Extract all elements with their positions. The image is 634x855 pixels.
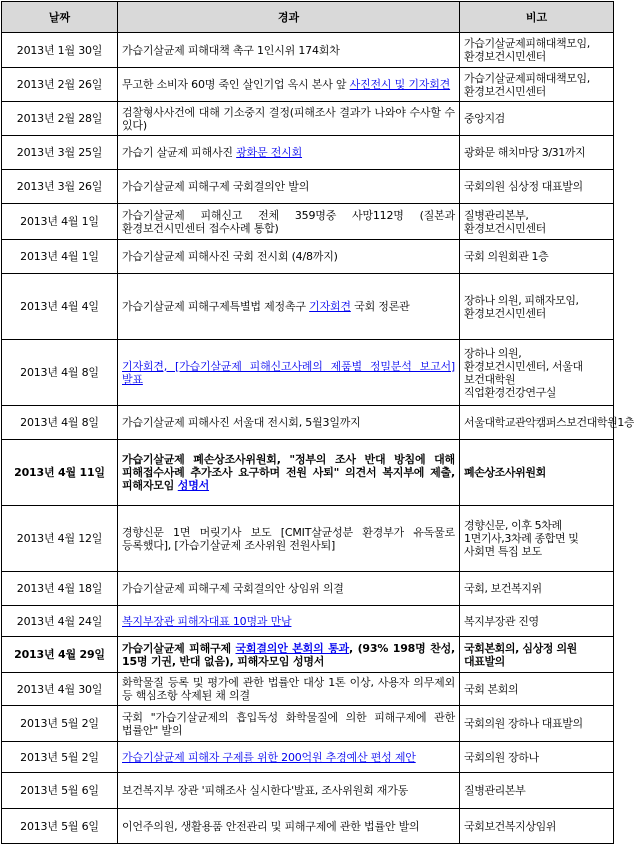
content-text: 국회 "가습기살균제의 흡입독성 화학물질에 의한 피해구제에 관한 법률안" 발의 <box>122 710 455 737</box>
content-link[interactable]: 복지부장관 피해자대표 10명과 만남 <box>122 614 292 628</box>
date-cell: 2013년 5월 2일 <box>2 742 118 773</box>
note-cell: 서울대학교관악캠퍼스보건대학원1층 <box>460 406 614 440</box>
content-cell <box>118 742 460 773</box>
date-cell: 2013년 4월 24일 <box>2 606 118 637</box>
table-row <box>2 204 614 240</box>
table-row <box>2 637 614 673</box>
content-text: 경향신문 1면 머릿기사 보도 [CMIT살균성분 환경부가 유독물로 등록했다], [가습기살균제 조사위원 전원사퇴] <box>122 525 455 552</box>
date-cell: 2013년 4월 1일 <box>2 240 118 274</box>
note-cell: 폐손상조사위원회 <box>460 440 614 506</box>
content-text: 가습기살균제 피해구제 <box>122 641 236 655</box>
header-date: 날짜 <box>2 2 118 33</box>
date-cell: 2013년 4월 11일 <box>2 440 118 506</box>
content-text: 가습기살균제 피해신고 전체 359명중 사망112명 (질본과 환경보건시민센터 접수사례 통합) <box>122 208 455 235</box>
date-cell: 2013년 4월 18일 <box>2 572 118 606</box>
note-cell: 광화문 해치마당 3/31까지 <box>460 136 614 170</box>
content-text: 가습기 살균제 피해사진 <box>122 146 237 159</box>
table-row <box>2 773 614 809</box>
note-cell: 국회본회의, 심상정 의원 대표발의 <box>460 637 614 673</box>
content-cell <box>118 204 460 240</box>
content-text: 국회 정론관 <box>350 300 410 313</box>
content-text: 가습기살균제 피해사진 서울대 전시회, 5월3일까지 <box>122 416 361 429</box>
content-cell <box>118 240 460 274</box>
content-text: 이언주의원, 생활용품 안전관리 및 피해구제에 관한 법률안 발의 <box>122 819 420 833</box>
content-text: 화학물질 등록 및 평가에 관한 법률안 대상 1톤 이상, 사용자 의무제외 등 핵심조항 삭제된 채 의결 <box>122 676 455 702</box>
note-cell: 국회의원 장하나 대표발의 <box>460 706 614 742</box>
date-cell: 2013년 3월 26일 <box>2 170 118 204</box>
note-cell: 중앙지검 <box>460 102 614 136</box>
note-cell: 경향신문, 이후 5차례 1면기사,3차례 종합면 및 사회면 특집 보도 <box>460 506 614 572</box>
note-cell: 국회보건복지상임위 <box>460 809 614 844</box>
header-note: 비고 <box>460 2 614 33</box>
table-row <box>2 706 614 742</box>
table-row <box>2 809 614 844</box>
content-link[interactable]: 국회결의안 본회의 통과 <box>235 641 349 655</box>
content-cell <box>118 440 460 506</box>
date-cell: 2013년 1월 30일 <box>2 33 118 68</box>
date-cell: 2013년 4월 29일 <box>2 637 118 673</box>
content-text: 가습기살균제 피해구제특별법 제정촉구 <box>122 300 310 313</box>
table-row <box>2 274 614 340</box>
note-cell: 국회 의원회관 1층 <box>460 240 614 274</box>
date-cell: 2013년 4월 12일 <box>2 506 118 572</box>
content-text: 검찰형사사건에 대해 기소중지 결정(피해조사 결과가 나와야 수사할 수 있다) <box>122 105 455 132</box>
table-row <box>2 102 614 136</box>
note-cell: 질병관리본부 <box>460 773 614 809</box>
content-text: 무고한 소비자 60명 죽인 살인기업 옥시 본사 앞 <box>122 78 350 91</box>
date-cell: 2013년 4월 30일 <box>2 673 118 706</box>
content-cell <box>118 274 460 340</box>
content-text: 가습기살균제 피해구제 국회결의안 상임위 의결 <box>122 582 344 595</box>
content-text: , (93% 198명 찬성, 15명 기권, 반대 없음), 피해자모임 성명서 <box>122 641 455 668</box>
date-cell: 2013년 4월 1일 <box>2 204 118 240</box>
table-row <box>2 440 614 506</box>
header-content: 경과 <box>118 2 460 33</box>
content-text: 가습기살균제 피해사진 국회 전시회 (4/8까지) <box>122 250 338 263</box>
note-cell: 국회의원 장하나 <box>460 742 614 773</box>
content-cell <box>118 706 460 742</box>
content-link[interactable]: 광화문 전시회 <box>236 146 303 159</box>
content-cell <box>118 406 460 440</box>
date-cell: 2013년 3월 25일 <box>2 136 118 170</box>
content-cell <box>118 136 460 170</box>
note-cell: 국회, 보건복지위 <box>460 572 614 606</box>
content-text: 보건복지부 장관 '피해조사 실시한다'발표, 조사위원회 재가동 <box>122 784 409 797</box>
table-row <box>2 673 614 706</box>
content-cell <box>118 506 460 572</box>
date-cell: 2013년 2월 26일 <box>2 68 118 102</box>
timeline-body <box>2 33 634 844</box>
date-cell: 2013년 5월 6일 <box>2 773 118 809</box>
content-cell <box>118 102 460 136</box>
table-row <box>2 136 614 170</box>
table-row <box>2 340 614 406</box>
content-cell <box>118 33 460 68</box>
content-link[interactable]: 가습기살균제 피해자 구제를 위한 200억원 추경예산 편성 제안 <box>122 750 416 764</box>
content-link[interactable]: 사진전시 및 기자회견 <box>349 78 451 91</box>
content-link[interactable]: 기자회견, [가습기살균제 피해신고사례의 제품별 정밀분석 보고서] 발표 <box>122 359 455 386</box>
content-cell <box>118 572 460 606</box>
content-cell <box>118 606 460 637</box>
note-cell: 국회의원 심상정 대표발의 <box>460 170 614 204</box>
table-row <box>2 240 614 274</box>
note-cell: 국회 본회의 <box>460 673 614 706</box>
date-cell: 2013년 4월 4일 <box>2 274 118 340</box>
content-text: 가습기살균제 피해구제 국회결의안 발의 <box>122 180 310 193</box>
content-cell <box>118 170 460 204</box>
table-row <box>2 170 614 204</box>
table-row <box>2 33 614 68</box>
note-cell: 복지부장관 진영 <box>460 606 614 637</box>
note-cell: 가습기살균제피해대책모임, 환경보건시민센터 <box>460 68 614 102</box>
content-cell <box>118 68 460 102</box>
timeline-table <box>1 1 634 844</box>
table-row <box>2 606 614 637</box>
content-cell <box>118 340 460 406</box>
header-row <box>2 2 614 33</box>
note-cell: 장하나 의원, 피해자모임, 환경보건시민센터 <box>460 274 614 340</box>
note-cell: 장하나 의원, 환경보건시민센터, 서울대 보건대학원 직업환경건강연구실 <box>460 340 614 406</box>
content-text: 가습기살균제 폐손상조사위원회, "정부의 조사 반대 방침에 대해 피해접수사례 추가조사 요구하며 전원 사퇴" 의견서 복지부에 제출, 피해자모임 <box>122 453 455 492</box>
content-cell <box>118 809 460 844</box>
date-cell: 2013년 5월 6일 <box>2 809 118 844</box>
content-text: 가습기살균제 피해대책 촉구 1인시위 174회차 <box>122 43 340 57</box>
table-row <box>2 742 614 773</box>
table-row <box>2 68 614 102</box>
date-cell: 2013년 4월 8일 <box>2 340 118 406</box>
content-link[interactable]: 성명서 <box>177 479 210 492</box>
content-cell <box>118 673 460 706</box>
content-link[interactable]: 기자회견 <box>309 300 351 313</box>
table-row <box>2 506 614 572</box>
table-row <box>2 572 614 606</box>
content-cell <box>118 773 460 809</box>
date-cell: 2013년 4월 8일 <box>2 406 118 440</box>
table-row <box>2 406 614 440</box>
date-cell: 2013년 2월 28일 <box>2 102 118 136</box>
note-cell: 질병관리본부, 환경보건시민센터 <box>460 204 614 240</box>
content-cell <box>118 637 460 673</box>
note-cell: 가습기살균제피해대책모임, 환경보건시민센터 <box>460 33 614 68</box>
date-cell: 2013년 5월 2일 <box>2 706 118 742</box>
